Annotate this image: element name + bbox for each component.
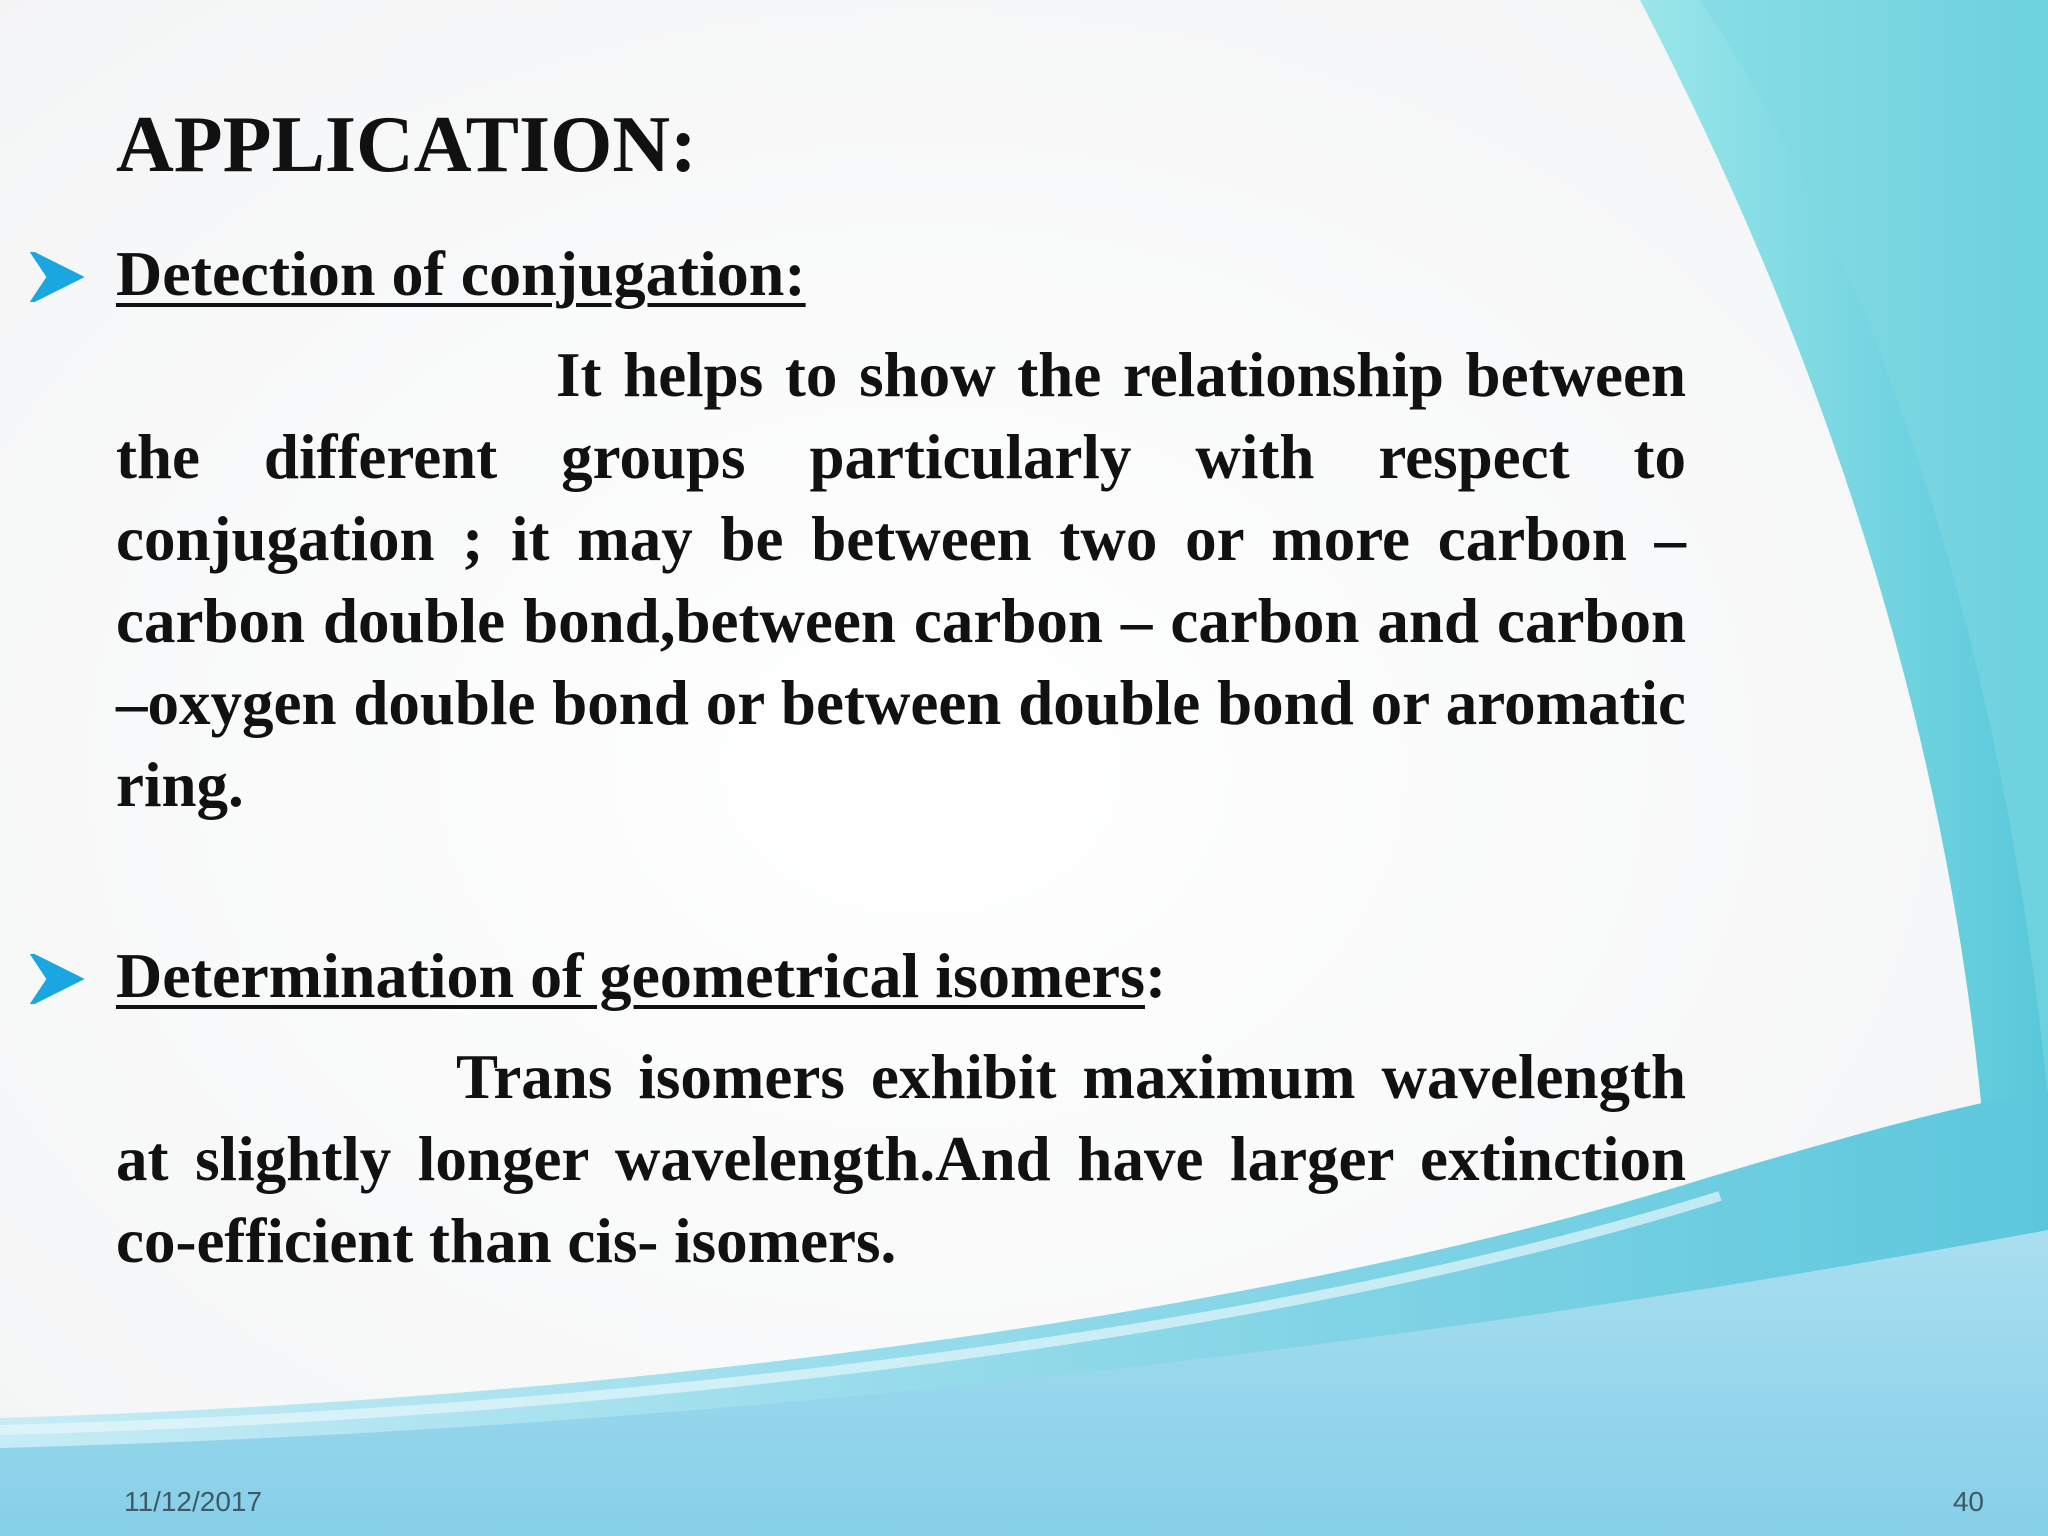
section-heading-underlined-text: Detection of conjugation: bbox=[116, 238, 806, 309]
section-paragraph-conjugation: It helps to show the relationship between the different groups particularly with respect to conjugation ; it may be between two or more carbon –carbon double bond,between carbon – carbon and carbon –oxygen double bond or between double bond or aromatic ring. bbox=[116, 340, 1686, 820]
arrow-bullet-icon bbox=[30, 252, 86, 302]
section-heading-geometrical-isomers bbox=[116, 940, 1166, 1012]
arrow-bullet-icon bbox=[30, 954, 86, 1004]
section-paragraph-geometrical-isomers: Trans isomers exhibit maximum wavelength at slightly longer wavelength.And have larger extinction co-efficient than cis- isomers. bbox=[116, 1042, 1686, 1276]
footer-page-number: 40 bbox=[1952, 1486, 1984, 1517]
slide-title: APPLICATION: bbox=[116, 101, 697, 189]
footer-date: 11/12/2017 bbox=[124, 1486, 263, 1517]
section-heading-conjugation bbox=[116, 238, 806, 310]
section-heading-tail: : bbox=[1144, 940, 1167, 1011]
section-heading-underlined-text: Determination of geometrical isomers bbox=[116, 940, 1145, 1011]
